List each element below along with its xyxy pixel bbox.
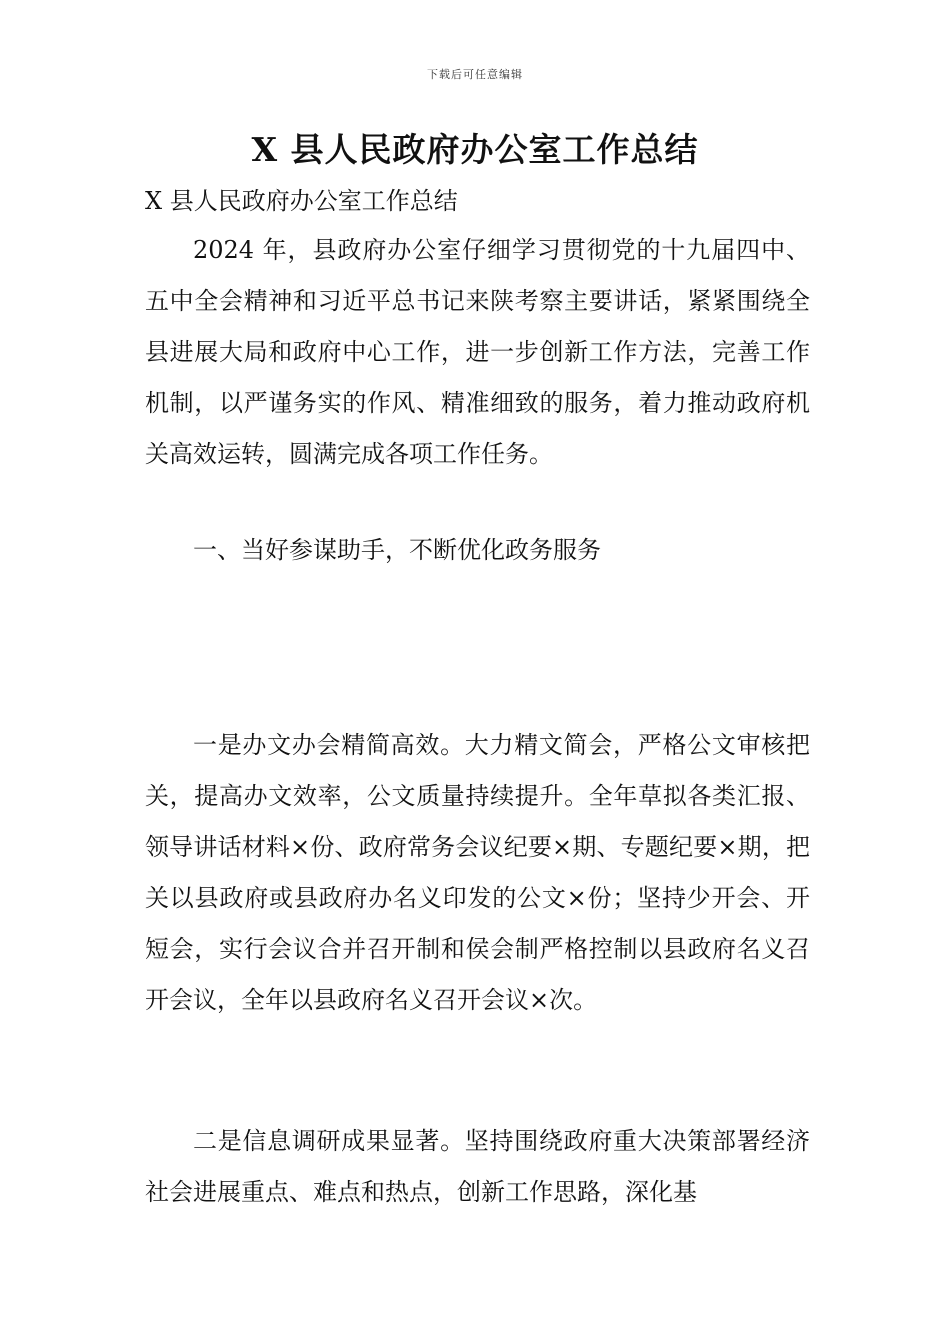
document-title: X 县人民政府办公室工作总结: [251, 130, 699, 169]
document-subtitle: X 县人民政府办公室工作总结: [145, 187, 458, 215]
paragraph-one: 一是办文办会精简高效。大力精文简会，严格公文审核把关，提高办文效率，公文质量持续提升。全年草拟各类汇报、领导讲话材料×份、政府常务会议纪要×期、专题纪要×期，把关以县政府或县政府办名义印发的公文×份；坚持少开会、开短会，实行会议合并召开制和侯会制严格控制以县政府名义召开会议，全年以县政府名义召开会议×次。: [145, 731, 810, 1014]
section-heading: 一、当好参谋助手，不断优化政务服务: [193, 536, 601, 564]
paragraph-two: 二是信息调研成果显著。坚持围绕政府重大决策部署经济社会进展重点、难点和热点，创新工作思路，深化基: [145, 1127, 810, 1206]
intro-paragraph: 2024 年，县政府办公室仔细学习贯彻党的十九届四中、五中全会精神和习近平总书记来陕考察主要讲话，紧紧围绕全县进展大局和政府中心工作，进一步创新工作方法，完善工作机制，以严谨务实的作风、精准细致的服务，着力推动政府机关高效运转，圆满完成各项工作任务。: [145, 236, 810, 468]
header-note: 下载后可任意编辑: [427, 68, 523, 81]
